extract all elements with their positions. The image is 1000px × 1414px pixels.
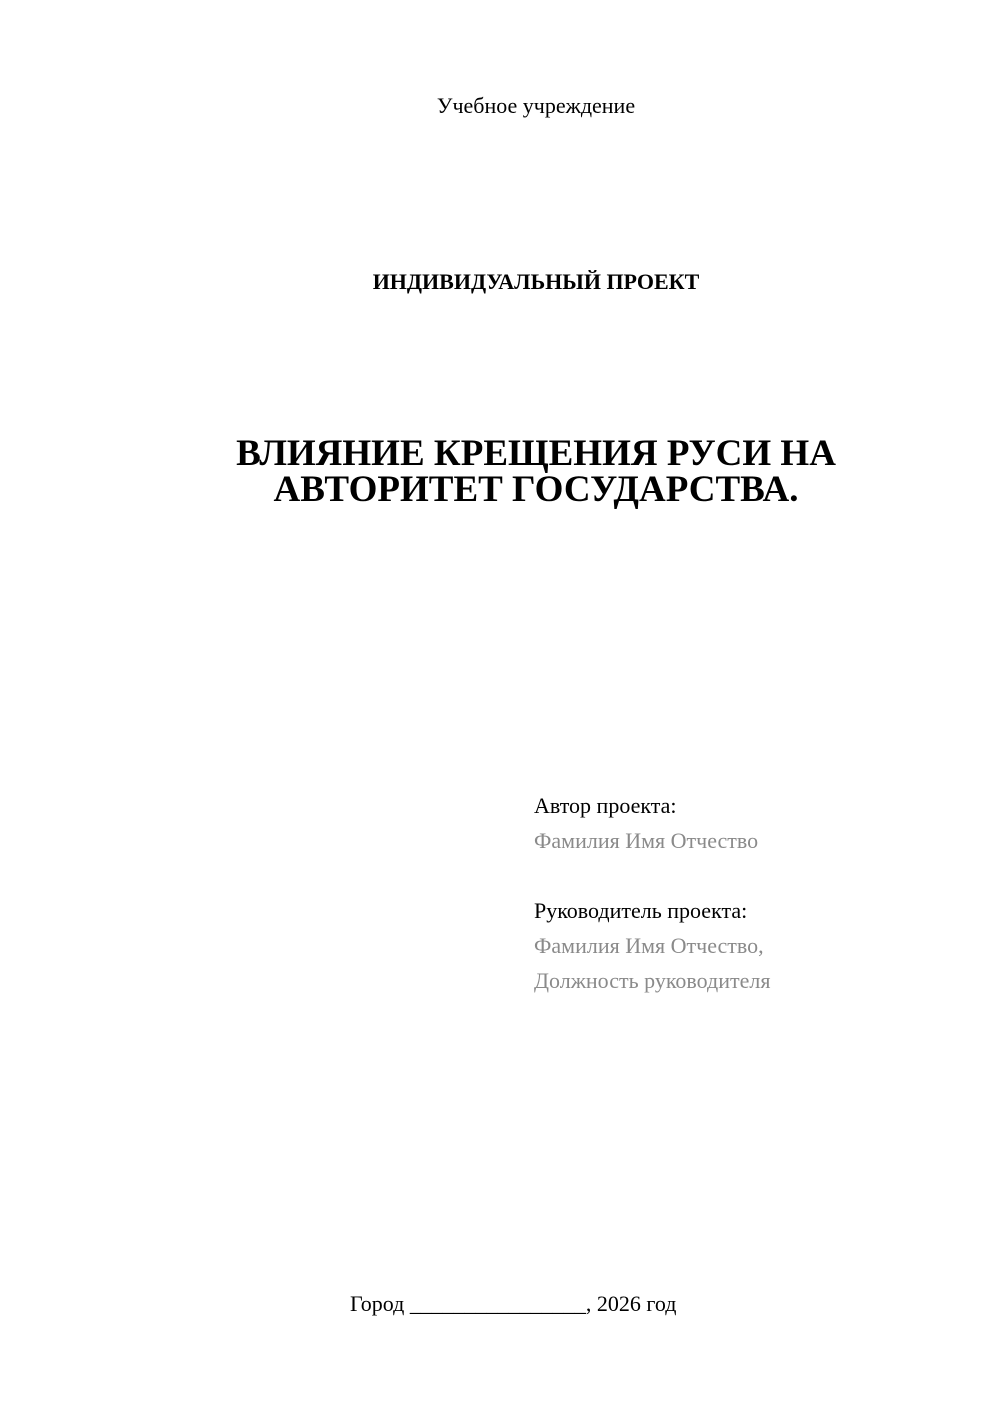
city-blank: ________________	[409, 1291, 586, 1316]
institution-name: Учебное учреждение	[436, 93, 636, 118]
supervisor-name: Фамилия Имя Отчество,	[534, 933, 764, 958]
supervisor-label: Руководитель проекта:	[534, 898, 748, 923]
project-credits	[534, 788, 770, 998]
supervisor-position: Должность руководителя	[534, 968, 771, 993]
city-year-line	[350, 1290, 676, 1318]
project-title-line-1: ВЛИЯНИЕ КРЕЩЕНИЯ РУСИ НА	[236, 433, 836, 474]
document-type: ИНДИВИДУАЛЬНЫЙ ПРОЕКТ	[372, 269, 700, 294]
project-title-line-2: АВТОРИТЕТ ГОСУДАРСТВА.	[273, 469, 799, 510]
city-label: Город	[350, 1291, 405, 1316]
author-name: Фамилия Имя Отчество	[534, 828, 759, 853]
project-title	[0, 433, 1000, 510]
credits-spacer	[534, 858, 770, 893]
year-text: , 2026 год	[585, 1291, 677, 1316]
author-label: Автор проекта:	[534, 793, 677, 818]
